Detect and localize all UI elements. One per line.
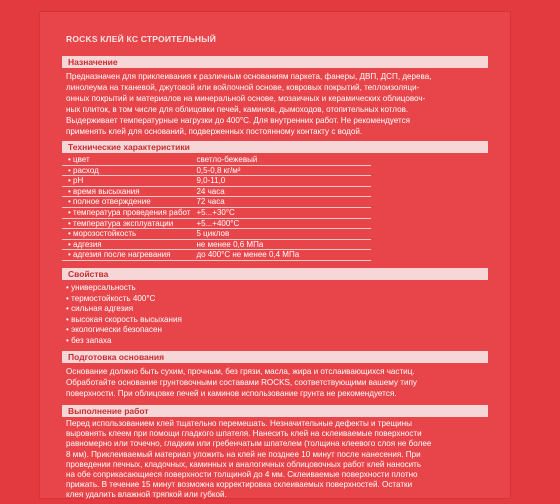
spec-name: • морозостойкость — [62, 229, 190, 240]
spec-value: 9,0-11,0 — [190, 176, 371, 187]
purpose-line: применять клей для оснований, подверженных постоянному контакту с водой. — [66, 127, 363, 136]
spec-value: не менее 0,6 МПа — [190, 239, 371, 250]
specs-table — [62, 155, 371, 261]
section-heading-properties: Свойства — [62, 268, 488, 280]
table-row — [62, 218, 371, 229]
purpose-line: линолеума на тканевой, джутовой или войлочной основе, ковровых покрытий, теплоизоляци- — [66, 83, 420, 92]
execution-line: Перед использованием клей тщательно перемешать. Незначительные дефекты и трещины — [66, 419, 412, 428]
preparation-line: Основание должно быть сухим, прочным, без грязи, масла, жира и отслаивающихся частиц. — [66, 367, 415, 376]
spec-value: до 400°С не менее 0,4 МПа — [190, 250, 371, 261]
list-item: • термостойкость 400°С — [66, 294, 494, 305]
purpose-line: онных покрытий и материалов на минеральной основе, мозаичных и керамических облицовоч- — [66, 94, 426, 103]
list-item: • сильная адгезия — [66, 304, 494, 315]
spec-name: • адгезия — [62, 239, 190, 250]
purpose-text — [66, 71, 494, 137]
execution-line: равномерно или точечно, гладким или гребенчатым шпателем (толщина клеевого слоя не более — [66, 439, 432, 449]
table-row — [62, 197, 371, 208]
table-row — [62, 186, 371, 197]
spec-value: светло-бежевый — [190, 155, 371, 165]
spec-name: • температура эксплуатации — [62, 218, 190, 229]
table-row — [62, 165, 371, 176]
properties-list — [66, 283, 494, 347]
table-row — [62, 229, 371, 240]
purpose-line: Предназначен для приклеивания к различным основаниям паркета, фанеры, ДВП, ДСП, дерева, — [66, 72, 432, 81]
purpose-line: ных плиток, в том числе для облицовки печей, каминов, дымоходов, отопительных котлов. — [66, 105, 409, 114]
execution-text — [66, 419, 494, 501]
spec-name: • полное отверждение — [62, 197, 190, 208]
execution-line: прижать. В течение 15 минут возможна корректировка склеиваемых поверхностей. Остатки — [66, 480, 413, 490]
spec-value: +5...+30°С — [190, 207, 371, 218]
preparation-line: Обработайте основание грунтовочными составами ROCKS, соответствующими вашему типу — [66, 378, 417, 387]
section-heading-execution: Выполнение работ — [62, 405, 488, 417]
spec-name: • адгезия после нагревания — [62, 250, 190, 261]
product-label — [40, 12, 510, 498]
list-item: • универсальность — [66, 283, 494, 294]
execution-line: выровнять клеем при помощи гладкого шпателя. Нанесить клей на склеиваемые поверхности — [66, 429, 422, 439]
spec-value: 24 часа — [190, 186, 371, 197]
product-title: ROCKS КЛЕЙ КС СТРОИТЕЛЬНЫЙ — [66, 34, 217, 44]
spec-value: 5 циклов — [190, 229, 371, 240]
purpose-line: Выдерживает температурные нагрузки до 400°С. Для внутренних работ. Не рекомендуется — [66, 116, 411, 125]
section-heading-purpose: Назначение — [62, 56, 488, 68]
list-item: • без запаха — [66, 336, 494, 347]
spec-name: • цвет — [62, 155, 190, 165]
spec-name: • pH — [62, 176, 190, 187]
execution-line: на обе соприкасающиеся поверхности толщиной до 4 мм. Склеиваемые поверхности плотно — [66, 470, 418, 480]
spec-name: • время высыхания — [62, 186, 190, 197]
table-row — [62, 155, 371, 165]
preparation-text — [66, 366, 494, 399]
spec-name: • температура проведения работ — [62, 207, 190, 218]
execution-line: 8 мм). Приклеиваемый материал уложить на клей не позднее 10 минут после нанесения. При — [66, 449, 421, 459]
table-row — [62, 250, 371, 261]
table-row — [62, 176, 371, 187]
spec-name: • расход — [62, 165, 190, 176]
table-row — [62, 207, 371, 218]
spec-value: 0,5-0,8 кг/м² — [190, 165, 371, 176]
section-heading-specs: Технические характеристики — [62, 141, 488, 153]
section-heading-preparation: Подготовка основания — [62, 351, 488, 363]
preparation-line: поверхности. При облицовке печей и каминов использование грунта не рекомендуется. — [66, 389, 397, 398]
spec-value: +5...+400°С — [190, 218, 371, 229]
table-row — [62, 239, 371, 250]
list-item: • высокая скорость высыхания — [66, 315, 494, 326]
list-item: • экологически безопасен — [66, 325, 494, 336]
spec-value: 72 часа — [190, 197, 371, 208]
execution-line: клея удалить влажной тряпкой или губкой. — [66, 490, 227, 500]
execution-line: проведении печных, кладочных, каминных и аналогичных облицовочных работ клей наносить — [66, 459, 422, 469]
